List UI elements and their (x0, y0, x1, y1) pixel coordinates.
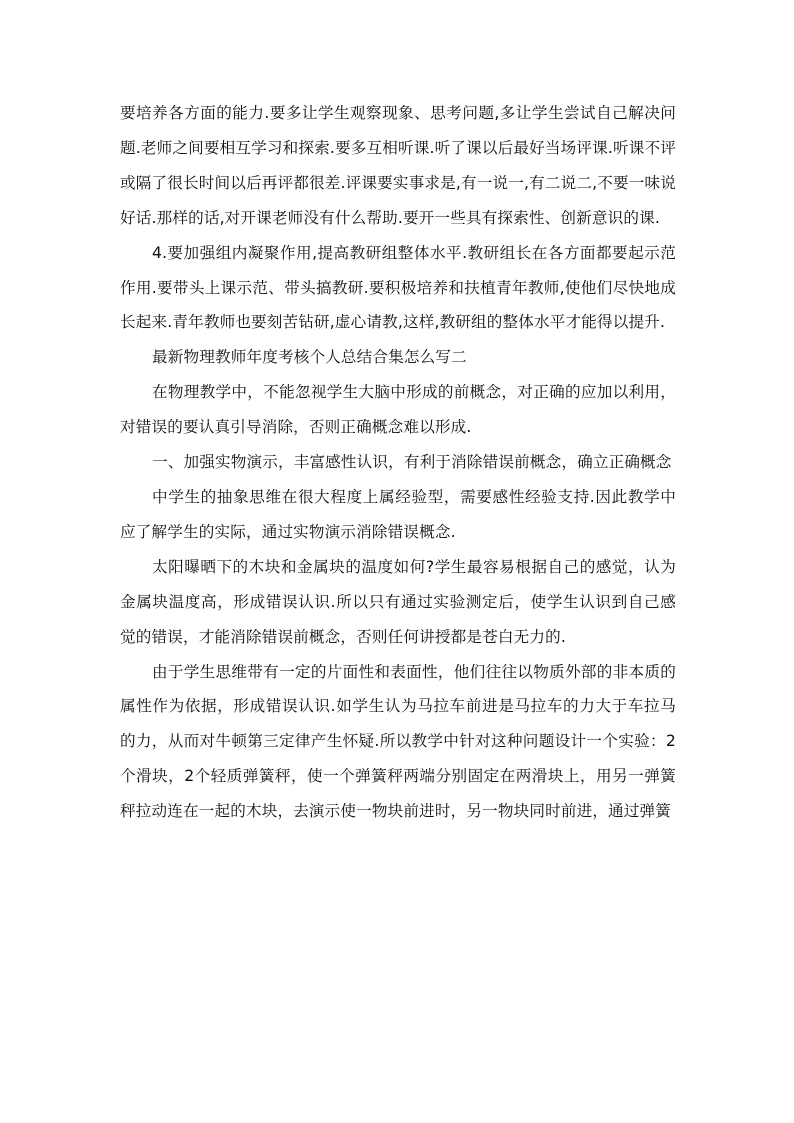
subheading-1: 一、加强实物演示，丰富感性认识，有利于消除错误前概念，确立正确概念 (152, 453, 672, 472)
paragraph-5: 太阳曝晒下的木块和金属块的温度如何?学生最容易根据自己的感觉，认为金属块温度高，形成错误认识.所以只有通过实验测定后，使学生认识到自己感觉的错误，才能消除错误前概念，否则任何讲授都是苍白无力的. (120, 557, 676, 646)
paragraph-3: 在物理教学中，不能忽视学生大脑中形成的前概念，对正确的应加以利用，对错误的要认真引导消除，否则正确概念难以形成. (120, 383, 676, 437)
paragraph-6: 由于学生思维带有一定的片面性和表面性，他们往往以物质外部的非本质的属性作为依据，形成错误认识.如学生认为马拉车前进是马拉车的力大于车拉马的力，从而对牛顿第三定律产生怀疑.所以教学中针对这种问题设计一个实验：2个滑块，2个轻质弹簧秤，使一个弹簧秤两端分别固定在两滑块上，用另一弹簧秤拉动连在一起的木块，去演示使一物块前进时，另一物块同时前进，通过弹簧 (120, 662, 676, 821)
paragraph-4: 中学生的抽象思维在很大程度上属经验型，需要感性经验支持.因此教学中应了解学生的实际，通过实物演示消除错误概念. (120, 487, 676, 541)
paragraph-2: 4.要加强组内凝聚作用,提高教研组整体水平.教研组长在各方面都要起示范作用.要带头上课示范、带头搞教研.要积极培养和扶植青年教师,使他们尽快地成长起来.青年教师也要刻苦钻研,虚心请教,这样,教研组的整体水平才能得以提升. (120, 243, 676, 332)
paragraph-1: 要培养各方面的能力.要多让学生观察现象、思考问题,多让学生尝试自己解决问题.老师之间要相互学习和探索.要多互相听课.听了课以后最好当场评课.听课不评或隔了很长时间以后再评都很差.评课要实事求是,有一说一,有二说二,不要一味说好话.那样的话,对开课老师没有什么帮助.要开一些具有探索性、创新意识的课. (120, 104, 676, 227)
document-body (120, 96, 676, 829)
section-heading: 最新物理教师年度考核个人总结合集怎么写二 (152, 348, 467, 367)
